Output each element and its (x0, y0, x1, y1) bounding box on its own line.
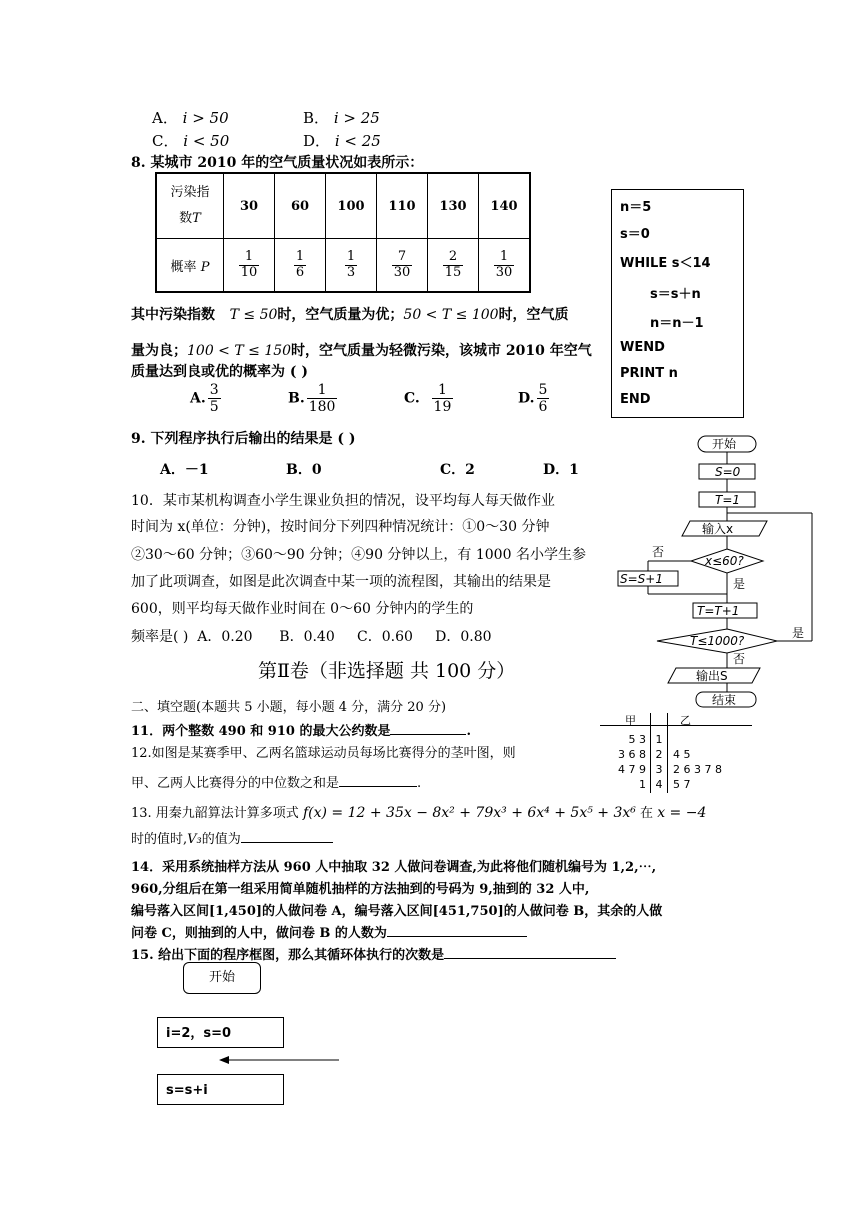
q8-value: 60 (275, 173, 326, 239)
program-line: n＝n－1 (650, 316, 704, 331)
flow-cond1-label: x≤60? (705, 554, 744, 568)
flow-yes2-label: 是 (792, 626, 805, 640)
q8-prob: $\frac{1}{3}$ (326, 239, 377, 293)
program-line: WHILE s＜14 (620, 256, 711, 271)
stem-leaf-stem: 2 (655, 748, 663, 761)
q12-line2: 甲、乙两人比赛得分的中位数之和是 . (131, 776, 422, 791)
q13-line1: 13. 用秦九韶算法计算多项式 f(x) = 12 + 35x − 8x² + 79x³ + 6x⁴ + 5x⁵ + 3x⁶ 在 x = −4 (131, 805, 707, 821)
stem-leaf-stem: 1 (655, 733, 663, 746)
q8-value: 110 (377, 173, 428, 239)
q8-line1: 其中污染指数 T ≤ 50时，空气质量为优；50 < T ≤ 100时，空气质 (131, 307, 569, 323)
q10-line: ②30～60 分钟；③60～90 分钟；④90 分钟以上，有 1000 名小学生参 (131, 547, 586, 563)
flow-no2-label: 否 (733, 652, 746, 666)
q9-stem: 9. 下列程序执行后输出的结果是 ( ) (131, 431, 356, 447)
q15-loop-arrow (215, 1054, 340, 1066)
section2-heading: 二、填空题(本题共 5 小题，每小题 4 分，满分 20 分) (131, 700, 447, 715)
flow-sinc-label: S=S+1 (620, 572, 663, 586)
q8-prob: $\frac{1}{30}$ (479, 239, 531, 293)
flow-yes1-label: 是 (733, 577, 746, 591)
stem-leaf-head-right: 乙 (680, 714, 691, 727)
flow-end-label: 结束 (712, 693, 737, 707)
q13-line2: 时的值时,V₃的值为 (131, 828, 333, 847)
q8-prob: $\frac{1}{10}$ (224, 239, 275, 293)
stem-leaf-right: 5 7 (673, 778, 691, 791)
flow-input-label: 输入x (702, 522, 734, 536)
stem-leaf-right: 4 5 (673, 748, 691, 761)
stem-leaf-right: 2 6 3 7 8 (673, 763, 722, 776)
q8-value: 130 (428, 173, 479, 239)
q10-line: 加了此项调查，如图是此次调查中某一项的流程图，其输出的结果是 (131, 574, 551, 590)
program-line: n＝5 (620, 200, 652, 215)
q9-option-b: B．0 (286, 462, 322, 478)
q8-prob: $\frac{2}{15}$ (428, 239, 479, 293)
flow-no1-label: 否 (652, 545, 665, 559)
q7-option-d: D． i < 25 (303, 132, 381, 150)
flow-tinc-label: T=T+1 (697, 604, 740, 618)
stem-leaf-left: 3 6 8 (618, 748, 646, 761)
q8-value: 140 (479, 173, 531, 239)
program-code-box (611, 189, 744, 418)
q7-option-a: A． i > 50 (152, 109, 229, 127)
stem-leaf-stem: 4 (655, 778, 663, 791)
q11: 11．两个整数 490 和 910 的最大公约数是 . (131, 724, 471, 739)
q9-option-c: C．2 (440, 462, 475, 478)
stem-leaf-left: 4 7 9 (618, 763, 646, 776)
q8-option-d: D. $\frac{5}{6}$ (518, 382, 548, 416)
q7-option-b: B． i > 25 (303, 109, 380, 127)
q15-init-box: i=2，s=0 (157, 1017, 284, 1048)
stem-leaf-head-left: 甲 (625, 714, 636, 727)
q10-line: 10．某市某机构调查小学生课业负担的情况，设平均每人每天做作业 (131, 493, 555, 509)
q14-line: 编号落入区间[1,450]的人做问卷 A，编号落入区间[451,750]的人做问卷 B，其余的人做 (131, 904, 663, 919)
q8-table-head-t: 污染指 数T (156, 173, 224, 239)
q8-value: 100 (326, 173, 377, 239)
flow-cond2-label: T≤1000? (690, 634, 745, 648)
q9-option-a: A．－1 (160, 462, 209, 478)
q8-line3: 质量达到良或优的概率为 ( ) (131, 364, 308, 380)
flow-start-label: 开始 (712, 437, 737, 451)
q15-start-terminal: 开始 (183, 962, 261, 994)
stem-leaf-vline2 (667, 713, 668, 793)
part2-title: 第Ⅱ卷（非选择题 共 100 分） (258, 660, 516, 682)
flow-s0-label: S=0 (715, 465, 741, 479)
q8-option-c: C. $\frac{1}{19}$ (404, 382, 452, 416)
q8-table-head-p: 概率 P (156, 239, 224, 293)
stem-leaf-hline (600, 725, 752, 726)
q14-line4: 问卷 C，则抽到的人中，做问卷 B 的人数为 (131, 922, 527, 941)
flow-t1-label: T=1 (715, 493, 741, 507)
q8-value: 30 (224, 173, 275, 239)
q8-option-b: B. $\frac{1}{180}$ (288, 382, 336, 416)
q10-flowchart (610, 430, 820, 715)
q7-option-c: C． i < 50 (152, 132, 230, 150)
stem-leaf-left: 1 (639, 778, 646, 791)
program-line: END (620, 392, 651, 407)
stem-leaf-vline1 (650, 713, 651, 793)
q8-option-a: A. $\frac{3}{5}$ (190, 382, 219, 416)
q14-line: 14．采用系统抽样方法从 960 人中抽取 32 人做问卷调查,为此将他们随机编号为 1,2,⋯, (131, 860, 657, 875)
program-line: s＝0 (620, 227, 650, 242)
flow-output-label: 输出S (696, 669, 728, 683)
stem-leaf-stem: 3 (655, 763, 663, 776)
q9-option-d: D．1 (543, 462, 579, 478)
q12-line1: 12.如图是某赛季甲、乙两名篮球运动员每场比赛得分的茎叶图，则 (131, 746, 516, 761)
q8-stem: 8. 某城市 2010 年的空气质量状况如表所示： (131, 155, 424, 171)
q10-line: 600，则平均每天做作业时间在 0～60 分钟内的学生的 (131, 601, 474, 617)
stem-leaf-left: 5 3 (628, 733, 646, 746)
program-line: WEND (620, 340, 665, 355)
q15-body-box: s=s+i (157, 1074, 284, 1105)
q10-last-line: 频率是( ) A．0.20 B．0.40 C．0.60 D．0.80 (131, 629, 492, 645)
program-line: PRINT n (620, 366, 678, 381)
q8-prob: $\frac{7}{30}$ (377, 239, 428, 293)
q8-prob: $\frac{1}{6}$ (275, 239, 326, 293)
q15-stem: 15. 给出下面的程序框图，那么其循环体执行的次数是 (131, 944, 616, 963)
q8-table (155, 172, 531, 293)
q10-line: 时间为 x(单位：分钟)，按时间分下列四种情况统计：①0～30 分钟 (131, 519, 550, 535)
program-line: s＝s＋n (650, 287, 701, 302)
q8-line2: 量为良；100 < T ≤ 150时，空气质量为轻微污染，该城市 2010 年空气 (131, 343, 592, 359)
q14-line: 960,分组后在第一组采用简单随机抽样的方法抽到的号码为 9,抽到的 32 人中, (131, 882, 590, 897)
